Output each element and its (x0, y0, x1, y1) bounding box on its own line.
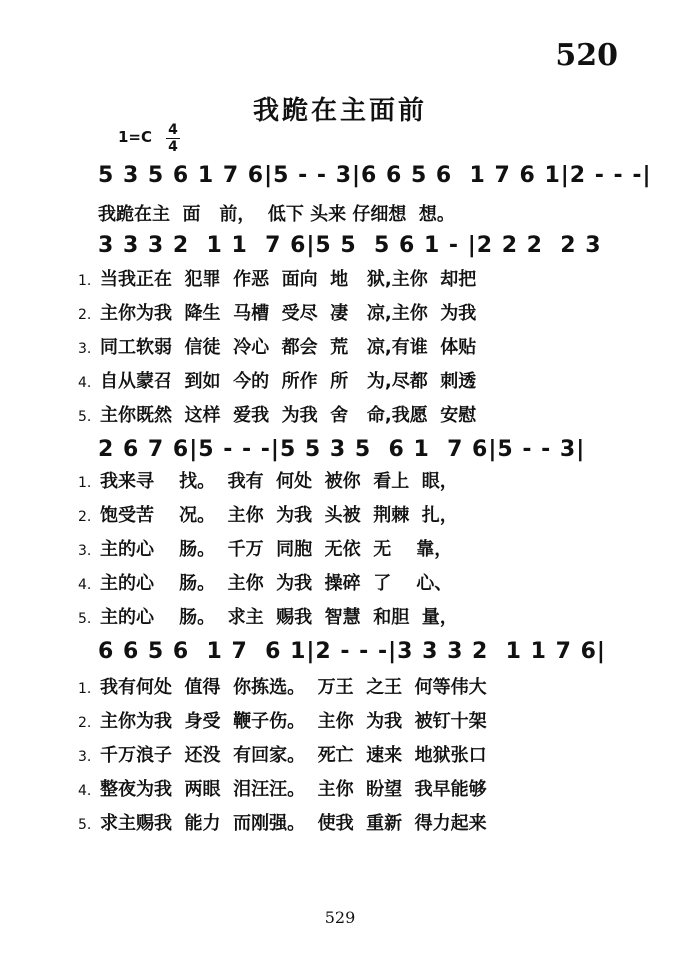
verse-text: 饱受苦 况。 主你 为我 头被 荆棘 扎， (100, 505, 458, 526)
verse-line (78, 336, 476, 361)
time-signature-bottom: 4 (166, 138, 180, 155)
verse-number: 5. (78, 409, 92, 425)
music-line-3: 2 6 7 6|5 - - -|5 5 3 5 6 1 7 6|5 - - 3| (98, 437, 586, 462)
verse-text: 主的心 肠。 主你 为我 操碎 了 心、 (100, 573, 453, 594)
chorus-lyric: 我跪在主 面 前， 低下 头来 仔细想 想。 (98, 204, 455, 225)
verse-number: 3. (78, 341, 92, 357)
verse-number: 2. (78, 715, 92, 731)
verse-text: 主的心 肠。 求主 赐我 智慧 和胆 量， (100, 607, 458, 628)
verse-number: 3. (78, 749, 92, 765)
verse-line (78, 302, 476, 327)
verse-text: 主你为我 身受 鞭子伤。 主你 为我 被钉十架 (100, 711, 487, 732)
verse-text: 主你为我 降生 马槽 受尽 凄 凉,主你 为我 (100, 303, 477, 324)
time-signature-top: 4 (168, 122, 178, 138)
verse-line (78, 370, 476, 395)
music-line-2: 3 3 3 2 1 1 7 6|5 5 5 6 1 - |2 2 2 2 3 (98, 233, 602, 258)
verse-line (78, 812, 487, 837)
verse-number: 4. (78, 783, 92, 799)
verse-text: 自从蒙召 到如 今的 所作 所 为,尽都 刺透 (100, 371, 477, 392)
verse-number: 2. (78, 509, 92, 525)
music-line-1: 5 3 5 6 1 7 6|5 - - 3|6 6 5 6 1 7 6 1|2 - - -| (98, 163, 652, 188)
verse-line (78, 504, 458, 529)
key-signature: 1=C (118, 128, 153, 146)
verse-text: 当我正在 犯罪 作恶 面向 地 狱,主你 却把 (100, 269, 477, 290)
verse-line (78, 606, 458, 631)
verse-number: 5. (78, 611, 92, 627)
verse-line (78, 538, 452, 563)
verse-text: 同工软弱 信徒 冷心 都会 荒 凉,有谁 体贴 (100, 337, 477, 358)
verse-line (78, 268, 476, 293)
verse-line (78, 744, 487, 769)
verse-number: 4. (78, 375, 92, 391)
time-signature (166, 122, 180, 155)
verse-text: 千万浪子 还没 有回家。 死亡 速来 地狱张口 (100, 745, 487, 766)
verse-number: 3. (78, 543, 92, 559)
hymn-title: 我跪在主面前 (252, 96, 427, 126)
verse-number: 1. (78, 681, 92, 697)
verse-line (78, 404, 476, 429)
page-number: 529 (324, 908, 356, 927)
music-line-4: 6 6 5 6 1 7 6 1|2 - - -|3 3 3 2 1 1 7 6| (98, 639, 606, 664)
verse-line (78, 572, 452, 597)
verse-line (78, 710, 487, 735)
verse-text: 求主赐我 能力 而刚强。 使我 重新 得力起来 (100, 813, 487, 834)
verse-number: 1. (78, 475, 92, 491)
verse-text: 主你既然 这样 爱我 为我 舍 命,我愿 安慰 (100, 405, 477, 426)
verse-line (78, 676, 487, 701)
verse-number: 2. (78, 307, 92, 323)
verse-number: 1. (78, 273, 92, 289)
verse-text: 主的心 肠。 千万 同胞 无依 无 靠， (100, 539, 453, 560)
verse-text: 整夜为我 两眼 泪汪汪。 主你 盼望 我早能够 (100, 779, 487, 800)
hymn-number: 520 (555, 38, 618, 73)
verse-text: 我有何处 值得 你拣选。 万王 之王 何等伟大 (100, 677, 487, 698)
verse-text: 我来寻 找。 我有 何处 被你 看上 眼， (100, 471, 458, 492)
verse-number: 4. (78, 577, 92, 593)
verse-number: 5. (78, 817, 92, 833)
verse-line (78, 470, 458, 495)
verse-line (78, 778, 487, 803)
